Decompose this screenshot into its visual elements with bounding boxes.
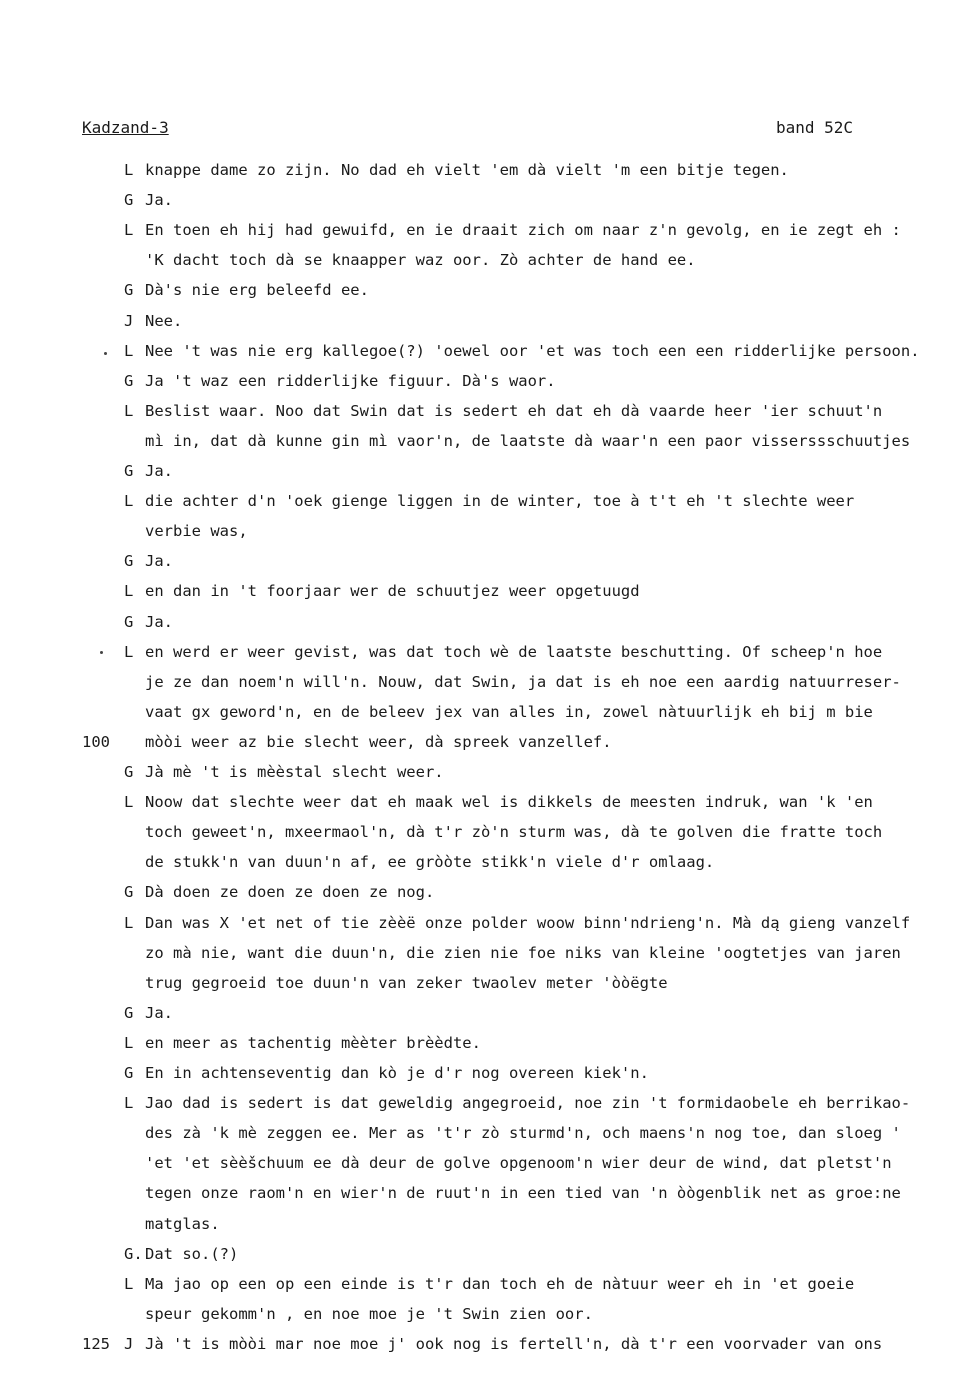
speaker-code: L bbox=[124, 1275, 134, 1293]
utterance-text: knappe dame zo zijn. No dad eh vielt 'em dà vielt 'm een bitje tegen. bbox=[145, 161, 789, 179]
speaker-code: J bbox=[124, 1335, 134, 1353]
utterance-text: Jà mè 't is mèèstal slecht weer. bbox=[145, 763, 444, 781]
utterance-text: Noow dat slechte weer dat eh maak wel is dikkels de meesten indruk, wan 'k 'en bbox=[145, 793, 873, 811]
line-number: 100 bbox=[82, 733, 110, 751]
utterance-text: Beslist waar. Noo dat Swin dat is sedert eh dat eh dà vaarde heer 'ier schuut'n bbox=[145, 402, 883, 420]
speaker-code: L bbox=[124, 1094, 134, 1112]
speaker-code: G bbox=[124, 613, 134, 631]
utterance-text: Jà 't is mòòi mar noe moe j' ook nog is fertell'n, dà t'r een voorvader van ons bbox=[145, 1335, 883, 1353]
utterance-text: En in achtenseventig dan kò je d'r nog overeen kiek'n. bbox=[145, 1064, 649, 1082]
utterance-text: Jao dad is sedert is dat geweldig angegroeid, noe zin 't formidaobele eh berrikao- bbox=[145, 1094, 911, 1112]
speaker-code: L bbox=[124, 643, 134, 661]
utterance-text: Ja. bbox=[145, 613, 173, 631]
speaker-code: J bbox=[124, 312, 134, 330]
line-number: 125 bbox=[82, 1335, 110, 1353]
utterance-text: speur gekomm'n , en noe moe je 't Swin zien oor. bbox=[145, 1305, 593, 1323]
utterance-text: Ja. bbox=[145, 1004, 173, 1022]
utterance-text: Ja. bbox=[145, 552, 173, 570]
speaker-code: G bbox=[124, 883, 134, 901]
speaker-code: L bbox=[124, 342, 134, 360]
speaker-code: L bbox=[124, 1034, 134, 1052]
utterance-text: de stukk'n van duun'n af, ee gròòte stikk'n viele d'r omlaag. bbox=[145, 853, 715, 871]
speaker-code: L bbox=[124, 161, 134, 179]
utterance-text: Dat so.(?) bbox=[145, 1245, 239, 1263]
utterance-text: Dà doen ze doen ze doen ze nog. bbox=[145, 883, 435, 901]
utterance-text: Nee. bbox=[145, 312, 183, 330]
utterance-text: en dan in 't foorjaar wer de schuutjez weer opgetuugd bbox=[145, 582, 640, 600]
utterance-text: matglas. bbox=[145, 1215, 220, 1233]
utterance-text: toch geweet'n, mxeermaol'n, dà t'r zò'n sturm was, dà te golven die fratte toch bbox=[145, 823, 883, 841]
utterance-text: mì in, dat dà kunne gin mì vaor'n, de laatste dà waar'n een paor visserssschuutjes bbox=[145, 432, 911, 450]
speaker-code: L bbox=[124, 402, 134, 420]
speaker-code: G bbox=[124, 1064, 134, 1082]
tape-label: band 52C bbox=[776, 118, 854, 137]
speaker-code: L bbox=[124, 582, 134, 600]
utterance-text: en meer as tachentig mèèter brèèdte. bbox=[145, 1034, 481, 1052]
utterance-text: Ja. bbox=[145, 462, 173, 480]
speaker-code: L bbox=[124, 793, 134, 811]
utterance-text: die achter d'n 'oek gienge liggen in de winter, toe à t't eh 't slechte weer bbox=[145, 492, 855, 510]
utterance-text: En toen eh hij had gewuifd, en ie draait zich om naar z'n gevolg, en ie zegt eh : bbox=[145, 221, 901, 239]
speaker-code: G bbox=[124, 462, 134, 480]
utterance-text: Ja. bbox=[145, 191, 173, 209]
utterance-text: verbie was, bbox=[145, 522, 248, 540]
speaker-code: L bbox=[124, 914, 134, 932]
utterance-text: tegen onze raom'n en wier'n de ruut'n in een tied van 'n òògenblik net as groe:ne bbox=[145, 1184, 901, 1202]
document-id: Kadzand-3 bbox=[82, 118, 169, 137]
utterance-text: je ze dan noem'n will'n. Nouw, dat Swin, ja dat is eh noe een aardig natuurreser- bbox=[145, 673, 901, 691]
utterance-text: Dan was X 'et net of tie zèèë onze polder woow binn'ndrieng'n. Mà dą gieng vanzelf bbox=[145, 914, 911, 932]
speaker-code: G. bbox=[124, 1245, 143, 1263]
utterance-text: trug gegroeid toe duun'n van zeker twaolev meter 'òòëgte bbox=[145, 974, 668, 992]
speaker-code: G bbox=[124, 372, 134, 390]
utterance-text: zo mà nie, want die duun'n, die zien nie foe niks van kleine 'oogtetjes van jaren bbox=[145, 944, 901, 962]
utterance-text: Ma jao op een op een einde is t'r dan toch eh de nàtuur weer eh in 'et goeie bbox=[145, 1275, 855, 1293]
utterance-text: 'et 'et sèèšchuum ee dà deur de golve opgenoom'n wier deur de wind, dat pletst'n bbox=[145, 1154, 892, 1172]
margin-mark bbox=[104, 352, 107, 355]
speaker-code: G bbox=[124, 281, 134, 299]
utterance-text: mòòi weer az bie slecht weer, dà spreek vanzellef. bbox=[145, 733, 612, 751]
margin-mark bbox=[100, 651, 103, 654]
utterance-text: Dà's nie erg beleefd ee. bbox=[145, 281, 369, 299]
speaker-code: G bbox=[124, 191, 134, 209]
utterance-text: Ja 't waz een ridderlijke figuur. Dà's waor. bbox=[145, 372, 556, 390]
speaker-code: G bbox=[124, 1004, 134, 1022]
utterance-text: en werd er weer gevist, was dat toch wè de laatste beschutting. Of scheep'n hoe bbox=[145, 643, 883, 661]
speaker-code: L bbox=[124, 492, 134, 510]
speaker-code: G bbox=[124, 552, 134, 570]
utterance-text: 'K dacht toch dà se knaapper waz oor. Zò achter de hand ee. bbox=[145, 251, 696, 269]
speaker-code: L bbox=[124, 221, 134, 239]
utterance-text: des zà 'k mè zeggen ee. Mer as 't'r zò sturmd'n, och maens'n nog toe, dan sloeg ' bbox=[145, 1124, 901, 1142]
speaker-code: G bbox=[124, 763, 134, 781]
utterance-text: vaat gx geword'n, en de beleev jex van alles in, zowel nàtuurlijk eh bij m bie bbox=[145, 703, 873, 721]
utterance-text: Nee 't was nie erg kallegoe(?) 'oewel oor 'et was toch een een ridderlijke persoon. bbox=[145, 342, 920, 360]
